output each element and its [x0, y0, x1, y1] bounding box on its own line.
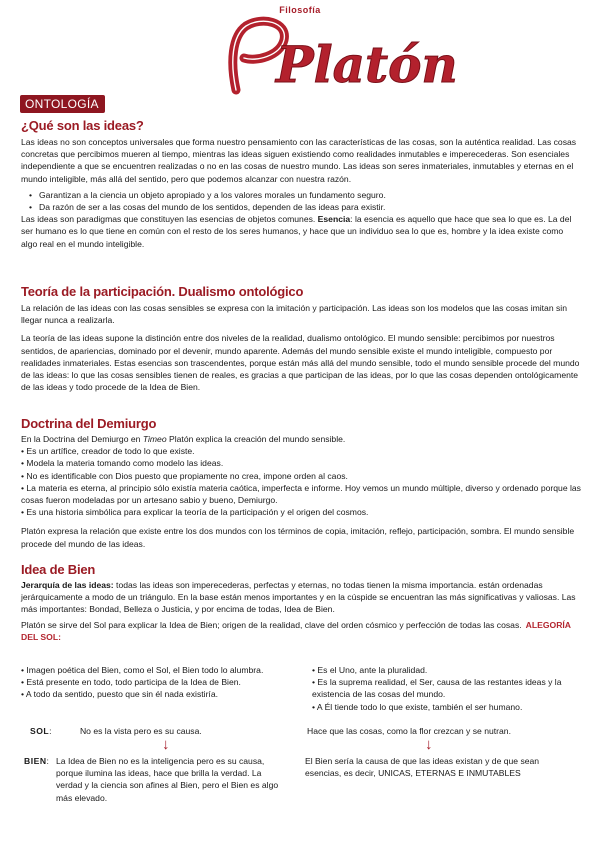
sun-column-right [312, 664, 588, 713]
list-item: • A todo da sentido, puesto que sin él nada existiría. [21, 689, 218, 700]
text-run: todas las ideas son imperecederas, perfectas y eternas, no todas tienen la misma importancia. están ordenadas jerárquicamente a modo de un triángulo. En la base están menos importantes y en la cúspide se encuentran las más significativas y valiosas. Las más importantes: Bondad, Belleza o Justicia, y por encima de todas, Idea de Bien. [21, 580, 576, 615]
list-item: • La materia es eterna, al principio sólo existía materia caótica, imperfecta e informe. Hoy vemos un mundo múltiple, diverso y ordenado porque las cosas fueron modeladas por un artesano sabio y bueno, Demiurgo. [21, 482, 581, 506]
title-lettering-art [200, 12, 458, 100]
section-heading: Idea de Bien [21, 562, 96, 577]
section-heading: ¿Qué son las ideas? [21, 118, 144, 133]
section-demiurgo [21, 416, 581, 550]
paragraph [21, 619, 581, 643]
label-colon: : [46, 756, 49, 766]
bullet-list [29, 189, 581, 213]
section-participacion [21, 284, 581, 393]
term-bold: Jerarquía de las ideas: [21, 580, 114, 590]
paragraph: La teoría de las ideas supone la distinción entre dos niveles de la realidad, dualismo ontológico. El mundo sensible: percibimos por nuestros sentidos, de apariencias, dominado por el devenir, mundo aparente. Además del mundo sensible existe el mundo inteligible, compuesto por realidades inmateriales. Estas esencias son trascendentes, porque están más allá del mundo sensible, todo el mundo sensible procede del mundo de las ideas: lo que las cosas sensibles tienen de reales, es gracias a que participan de las ideas, por lo que las cosas dependen ontológicamente de las ideas y todo procede de la Idea de Bien. [21, 333, 580, 393]
bullet-item: • Garantizan a la ciencia un objeto apropiado y a los valores morales un fundamento seguro. [29, 189, 581, 201]
bien-label-cell [24, 755, 56, 767]
section-heading: Doctrina del Demiurgo [21, 416, 157, 431]
allegory-label: ALEGORÍA DEL SOL: [21, 619, 571, 642]
work-title: Timeo [142, 434, 167, 444]
list-item: • Imagen poética del Bien, como el Sol, el Bien todo lo alumbra. [21, 665, 264, 675]
title-text: Platón [276, 35, 458, 94]
list-item: • No es identificable con Dios puesto que propiamente no crea, impone orden al caos. [21, 470, 348, 481]
paragraph: Platón expresa la relación que existe entre los dos mundos con los términos de copia, imitación, reflejo, participación, sombra. El mundo sensible procede del mundo de las ideas. [21, 526, 575, 549]
arrow-down-icon: ↓ [162, 736, 170, 753]
section-ideas [21, 118, 581, 250]
list-item: • A Él tiende todo lo que existe, también el ser humano. [312, 701, 523, 712]
list-item: • Modela la materia tomando como modelo las ideas. [21, 458, 224, 469]
sol-row-right: Hace que las cosas, como la flor crezcan y se nutran. [307, 726, 511, 736]
text-run: : la esencia es aquello que hace que sea lo que es. La del ser humano es lo que tiene en común con el resto de los seres humanos, y hace que un individuo sea lo que es, hombre y la idea existe como algo real en el mundo inteligible. [21, 214, 572, 249]
sun-column-left [21, 664, 307, 701]
list-item: • Es la suprema realidad, el Ser, causa de las restantes ideas y la existencia de las cosas del mundo. [312, 677, 562, 700]
paragraph: La relación de las ideas con las cosas sensibles se expresa con la imitación y participación. Las ideas son los modelos que las cosas imitan sin llegar nunca a realizarla. [21, 303, 567, 326]
term-bold: Esencia [317, 214, 351, 225]
text-run: Las ideas son paradigmas que constituyen las esencias de objetos comunes. [21, 214, 318, 225]
demiurgo-list [21, 445, 581, 518]
text-run: En la Doctrina del Demiurgo en [21, 434, 143, 444]
sol-label: SOL [30, 726, 50, 736]
paragraph [21, 579, 581, 616]
label-colon: : [49, 726, 52, 736]
paragraph: Las ideas no son conceptos universales que forma nuestro pensamiento con las características de las cosas, son la auténtica realidad. Las cosas concretas que percibimos mueren al tiempo, mientras las ideas siguen existiendo como realidades inmutables e imperecederas. Son esenciales independiente a que se encuentren realizadas o no en las cosas de nuestro mundo. Las ideas son seres inmateriales, inmutables y eternas en el mundo inteligible, más allá del sentido, pero que podemos alcanzar con nuestra razón. [21, 137, 577, 184]
text-run: Platón se sirve del Sol para explicar la Idea de Bien; origen de la realidad, clave del orden cósmico y perfección de todas las cosas. [21, 619, 522, 630]
paragraph [21, 433, 581, 445]
list-item: • Es una historia simbólica para explicar la teoría de la participación y el origen del cosmos. [21, 507, 369, 518]
bien-left-text: La Idea de Bien no es la inteligencia pero es su causa, porque ilumina las ideas, hace que brilla la verdad. La verdad y la ciencia son afines al Bien, pero el Bien es algo más elevado. [56, 756, 279, 803]
list-item: • Es un artífice, creador de todo lo que existe. [21, 446, 195, 457]
section-heading: Teoría de la participación. Dualismo ontológico [21, 284, 304, 299]
subject-label: Filosofía [279, 5, 321, 15]
section-chip-ontologia: ONTOLOGÍA [20, 95, 105, 113]
arrow-down-icon: ↓ [425, 736, 433, 753]
bien-label: BIEN [24, 756, 47, 766]
paragraph [21, 213, 581, 250]
section-bien [21, 562, 581, 643]
text-run: Platón explica la creación del mundo sensible. [166, 434, 346, 444]
list-item: • Es el Uno, ante la pluralidad. [312, 665, 428, 675]
list-item: • Está presente en todo, todo participa de la Idea de Bien. [21, 677, 241, 688]
sol-left-text: No es la vista pero es su causa. [79, 726, 202, 736]
title-logo [200, 12, 458, 100]
bien-right-text: El Bien sería la causa de que las ideas existan y de que sean esencias, es decir, UNICAS, ETERNAS E INMUTABLES [305, 756, 540, 779]
bullet-item: • Da razón de ser a las cosas del mundo de los sentidos, dependen de las ideas para existir. [29, 201, 581, 213]
